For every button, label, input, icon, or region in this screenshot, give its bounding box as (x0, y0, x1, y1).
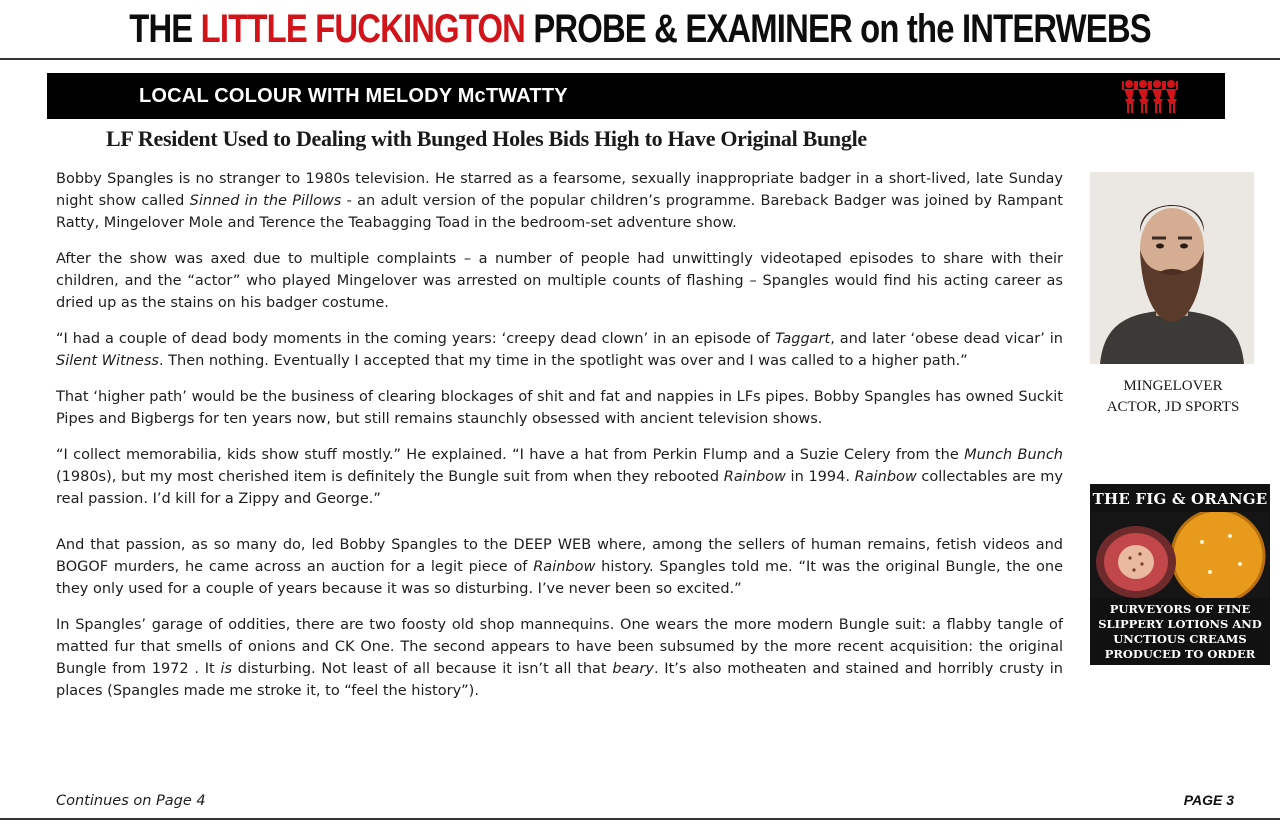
paragraph-3 (56, 328, 1063, 372)
text-run: - an adult version of the popular children’s programme. Bareback Badger was joined by Rampant Ratty, Mingelover Mole and Terence the Teabagging Toad in the bedroom-set adventure show. (56, 193, 1063, 231)
top-rule (0, 58, 1280, 60)
masthead (115, 6, 1165, 52)
portrait-photo (1090, 172, 1254, 364)
fig-orange-advert[interactable] (1090, 484, 1270, 665)
ad-tagline-line: UNCTIOUS CREAMS (1113, 632, 1247, 646)
text-run: “I collect memorabilia, kids show stuff mostly.” He explained. “I have a hat from Perkin Flump and a Suzie Celery from the (56, 447, 965, 463)
bottom-rule (0, 818, 1280, 820)
article-body (56, 168, 1063, 716)
text-run: Bobby Spangles is no stranger to 1980s television. He starred as a fearsome, sexually inappropriate badger in a short-lived, late Sunday night show called (56, 171, 1063, 209)
text-run: “I had a couple of dead body moments in the coming years: ‘creepy dead clown’ in an episode of (56, 331, 776, 347)
masthead-town-name: LITTLE FUCKINGTON (200, 7, 526, 51)
show-title: Munch Bunch (964, 447, 1063, 463)
show-title: Sinned in the Pillows (189, 193, 342, 209)
paragraph-1 (56, 168, 1063, 234)
paragraph-2: After the show was axed due to multiple complaints – a number of people had unwittingly videotaped episodes to share with their children, and the “actor” who played Mingelover was arrested on multiple counts of flashing – Spangles would find his acting career as dried up as the stains on his badger costume. (56, 251, 1063, 311)
paragraph-6 (56, 534, 1063, 600)
article-headline: LF Resident Used to Dealing with Bunged Holes Bids High to Have Original Bungle (106, 126, 867, 151)
text-run: . Then nothing. Eventually I accepted that my time in the spotlight was over and I was called to a higher path.” (158, 353, 968, 369)
show-title: Taggart (775, 331, 831, 347)
text-run: And that passion, as so many do, led Bobby Spangles to the DEEP WEB where, among the sellers of human remains, fetish videos and BOGOF murders, he came across an auction for a legit piece of (56, 537, 1063, 575)
bearded-man-image (1090, 172, 1254, 364)
masthead-part-2: PROBE & EXAMINER on the INTERWEBS (525, 7, 1151, 51)
caption-name: MINGELOVER (1123, 378, 1223, 394)
text-run: collectables are my real passion. I’d kill for a Zippy and George.” (56, 469, 1064, 507)
emphasis: is (220, 661, 233, 677)
page-number: PAGE 3 (1183, 792, 1234, 808)
text-run: In Spangles’ garage of oddities, there are two foosty old shop mannequins. One wears the more modern Bungle suit: a flabby tangle of matted fur that smells of onions and CK One. The second appears to have been subsumed by the more recent acquisition: the original Bungle from 1972 . It (56, 617, 1063, 677)
show-title: Rainbow (533, 559, 596, 575)
text-run: history. Spangles told me. “It was the original Bungle, the one they only used for a couple of years because it was so disturbing. I’ve never been so excited.” (56, 559, 1063, 597)
photo-caption (1084, 376, 1262, 418)
show-title: Rainbow (723, 469, 786, 485)
emphasis: beary (612, 661, 654, 677)
text-run: (1980s), but my most cherished item is definitely the Bungle suit from when they rebooted (56, 469, 724, 485)
ad-tagline (1094, 602, 1266, 662)
text-run: disturbing. Not least of all because it isn’t all that (232, 661, 613, 677)
paragraph-7 (56, 614, 1063, 702)
caption-role: ACTOR, JD SPORTS (1106, 399, 1240, 415)
section-label: LOCAL COLOUR WITH MELODY McTWATTY (139, 85, 568, 107)
ad-tagline-line: PRODUCED TO ORDER (1104, 647, 1256, 661)
section-bar (47, 73, 1225, 119)
ad-tagline-line: SLIPPERY LOTIONS AND (1098, 617, 1262, 631)
text-run: , and later ‘obese dead vicar’ in (830, 331, 1063, 347)
fig-and-orange-image (1090, 512, 1270, 598)
show-title: Rainbow (854, 469, 917, 485)
masthead-part-1: THE (129, 7, 201, 51)
show-title: Silent Witness (56, 353, 159, 369)
text-run: . It’s also motheaten and stained and horribly crusty in places (Spangles made me stroke it, to “feel the history”). (56, 661, 1063, 699)
paragraph-5 (56, 444, 1063, 510)
figures-icon (1121, 78, 1181, 114)
continues-link[interactable]: Continues on Page 4 (56, 793, 206, 809)
text-run: in 1994. (785, 469, 855, 485)
ad-tagline-line: PURVEYORS OF FINE (1109, 602, 1251, 616)
ad-title: THE FIG & ORANGE (1092, 490, 1268, 508)
paragraph-4: That ‘higher path’ would be the business of clearing blockages of shit and fat and nappies in LFs pipes. Bobby Spangles has owned Suckit Pipes and Bigbergs for ten years now, but still remains staunchly obsessed with ancient television shows. (56, 389, 1063, 427)
